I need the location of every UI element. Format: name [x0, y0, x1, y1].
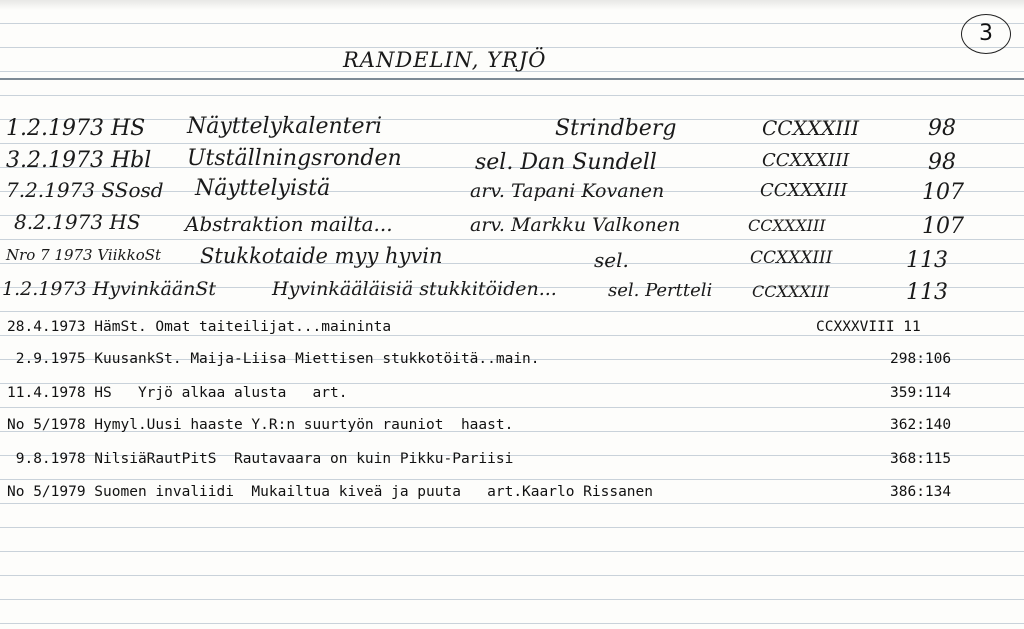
typed-entry: No 5/1978 Hymyl.Uusi haaste Y.R:n suurtyön rauniot haast. — [7, 417, 514, 433]
row-volume: CCXXXIII — [752, 282, 830, 301]
row-volume: CCXXXIII — [750, 248, 833, 268]
typed-entry: 28.4.1973 HämSt. Omat taiteilijat...maininta — [7, 319, 392, 335]
typed-ref: 368:115 — [890, 451, 952, 467]
row-person: sel. Pertteli — [608, 280, 713, 301]
card-top-edge — [0, 0, 1024, 10]
row-person: sel. — [594, 248, 629, 272]
typed-ref: 386:134 — [890, 484, 952, 500]
row-volume: CCXXXIII — [748, 216, 826, 235]
row-page: 113 — [906, 280, 948, 305]
row-page: 107 — [922, 180, 964, 205]
typed-entry: No 5/1979 Suomen invaliidi Mukailtua kiveä ja puuta art.Kaarlo Rissanen — [7, 484, 654, 500]
row-volume: CCXXXIII — [762, 150, 850, 171]
row-volume: CCXXXIII — [762, 116, 860, 140]
row-date: 3.2.1973 Hbl — [6, 148, 152, 173]
typed-ref: 359:114 — [890, 385, 952, 401]
row-date: 8.2.1973 HS — [14, 210, 141, 234]
card-header: RANDELIN, YRJÖ — [343, 48, 547, 72]
row-date: 1.2.1973 HS — [6, 116, 146, 141]
row-date: 7.2.1973 SSosd — [6, 178, 164, 202]
row-volume: CCXXXIII — [760, 180, 848, 201]
typed-ref: 362:140 — [890, 417, 952, 433]
row-title: Näyttelykalenteri — [187, 114, 383, 139]
row-title: Utställningsronden — [187, 146, 402, 171]
row-person: arv. Markku Valkonen — [470, 214, 681, 236]
typed-ref: 298:106 — [890, 351, 952, 367]
card-number-circle — [961, 14, 1011, 54]
row-title: Hyvinkääläisiä stukkitöiden... — [272, 278, 557, 300]
row-page: 98 — [928, 116, 956, 141]
row-date: 1.2.1973 HyvinkäänSt — [2, 278, 217, 300]
row-title: Abstraktion mailta... — [185, 212, 393, 236]
row-page: 98 — [928, 150, 956, 175]
typed-entry: 11.4.1978 HS Yrjö alkaa alusta art. — [7, 385, 348, 401]
typed-entry: 2.9.1975 KuusankSt. Maija-Liisa Miettisen stukkotöitä..main. — [7, 351, 540, 367]
card-number: 3 — [979, 21, 993, 46]
row-person: arv. Tapani Kovanen — [470, 180, 665, 202]
header-rule — [0, 78, 1024, 80]
row-title: Näyttelyistä — [195, 176, 331, 201]
row-date: Nro 7 1973 ViikkoSt — [6, 246, 162, 264]
row-person: Strindberg — [555, 116, 677, 141]
row-page: 107 — [922, 214, 964, 239]
typed-entry: 9.8.1978 NilsiäRautPitS Rautavaara on kuin Pikku-Pariisi — [7, 451, 514, 467]
typed-ref: CCXXXVIII 11 — [816, 319, 921, 335]
row-page: 113 — [906, 248, 948, 273]
row-person: sel. Dan Sundell — [475, 150, 657, 175]
row-title: Stukkotaide myy hyvin — [200, 244, 443, 268]
